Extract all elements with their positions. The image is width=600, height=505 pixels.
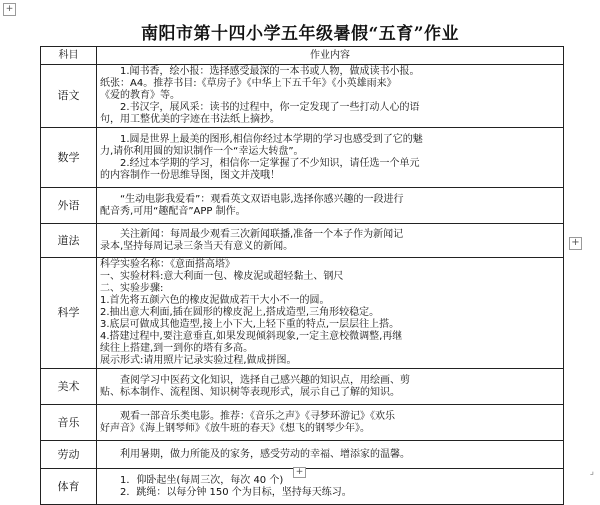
content-line: 《爱的教育》等。 <box>100 90 180 101</box>
table-row <box>41 258 564 369</box>
subject-cell: 科学 <box>41 258 97 369</box>
content-cell <box>97 369 564 405</box>
content-line: 1．仰卧起坐(每周三次，每次 40 个) <box>120 474 284 486</box>
table-row <box>41 188 564 224</box>
table-row <box>41 65 564 128</box>
content-line: 纸张：A4。推荐书目:《草房子》《中华上下五千年》《小英雄雨来》 <box>100 78 397 89</box>
resize-handle-icon[interactable]: ⌟ <box>589 467 594 477</box>
content-line: 的内容制作一份思维导图，图文并茂哦！ <box>100 169 280 181</box>
content-line: 展示形式:请用照片记录实验过程,做成拼图。 <box>100 355 297 366</box>
table-row <box>41 441 564 469</box>
content-line: 1.圆是世界上最美的图形,相信你经过本学期的学习也感受到了它的魅 <box>120 133 423 145</box>
header-content: 作业内容 <box>97 47 564 65</box>
content-line: 配音秀,可用“趣配音”APP 制作。 <box>100 205 246 217</box>
add-column-plus-icon[interactable]: + <box>569 237 582 250</box>
content-cell <box>97 258 564 369</box>
content-line: 二、实验步骤: <box>100 283 164 294</box>
content-line: 1.闻书香，绘小报：选择感受最深的一本书或人物，做成读书小报。 <box>120 66 420 77</box>
content-cell <box>97 469 564 505</box>
content-cell <box>97 224 564 258</box>
subject-cell: 道法 <box>41 224 97 258</box>
table-row <box>41 224 564 258</box>
subject-cell: 语文 <box>41 65 97 128</box>
content-line: 2．跳绳：以每分钟 150 个为目标，坚持每天练习。 <box>120 486 352 498</box>
content-line: 录本,坚持每周记录三条当天有意义的新闻。 <box>100 240 294 252</box>
content-line: 4.搭建过程中,要注意垂直,如果发现倾斜现象,一定主意校微调整,再继 <box>100 331 403 342</box>
content-line: 贴、标本制作、流程图、知识树等表现形式，展示自己了解的知识。 <box>100 386 400 398</box>
content-line: 力,请你利用圆的知识制作一个“幸运大转盘”。 <box>100 145 304 157</box>
content-cell <box>97 65 564 128</box>
content-line: 一、实验材料:意大利面一包、橡皮泥或超轻黏土、钢尺 <box>100 271 344 282</box>
subject-cell: 体育 <box>41 469 97 505</box>
content-line: 关注新闻：每周最少观看三次新闻联播,准备一个本子作为新闻记 <box>120 228 404 240</box>
homework-table <box>40 46 564 505</box>
content-line: “生动电影我爱看”：观看英文双语电影,选择你感兴趣的一段进行 <box>120 193 404 205</box>
table-move-handle-icon[interactable]: + <box>3 3 16 16</box>
content-cell <box>97 188 564 224</box>
add-row-plus-icon[interactable]: + <box>293 467 306 478</box>
content-line: 查阅学习中医药文化知识，选择自己感兴趣的知识点，用绘画、剪 <box>120 374 410 386</box>
content-line: 观看一部音乐类电影。推荐：《音乐之声》《寻梦环游记》《欢乐 <box>120 410 395 422</box>
subject-cell: 劳动 <box>41 441 97 469</box>
subject-cell: 音乐 <box>41 405 97 441</box>
page-title: 南阳市第十四小学五年级暑假“五育”作业 <box>140 24 460 44</box>
content-line: 3.底层可做成其他造型,接上小下大,上轻下重的特点,一层层往上搭。 <box>100 319 400 330</box>
table-row <box>41 405 564 441</box>
content-line: 2.经过本学期的学习，相信你一定掌握了不少知识，请任选一个单元 <box>120 157 420 169</box>
subject-cell: 美术 <box>41 369 97 405</box>
header-subject: 科目 <box>41 47 97 65</box>
content-line: 句，用工整优美的字迹在书法纸上摘抄。 <box>100 114 280 125</box>
table-row <box>41 369 564 405</box>
content-line: 好声音》《海上钢琴师》《放牛班的春天》《想飞的钢琴少年》。 <box>100 422 370 434</box>
content-line: 2.书汉字，展风采：读书的过程中，你一定发现了一些打动人心的语 <box>120 102 420 113</box>
content-line: 2.抽出意大利面,插在圆形的橡皮泥上,搭成造型,三角形较稳定。 <box>100 307 380 318</box>
content-cell <box>97 128 564 188</box>
subject-cell: 数学 <box>41 128 97 188</box>
subject-cell: 外语 <box>41 188 97 224</box>
table-header-row <box>41 47 564 65</box>
content-cell <box>97 405 564 441</box>
content-line: 利用暑期，做力所能及的家务，感受劳动的幸福、增添家的温馨。 <box>120 448 410 460</box>
content-line: 续往上搭建,到一到你的塔有多高。 <box>100 343 254 354</box>
content-line: 科学实验名称：《意面搭高塔》 <box>100 259 235 270</box>
table-row <box>41 128 564 188</box>
content-line: 1.首先将五颜六色的橡皮泥做成若干大小不一的圆。 <box>100 295 330 306</box>
content-cell <box>97 441 564 469</box>
